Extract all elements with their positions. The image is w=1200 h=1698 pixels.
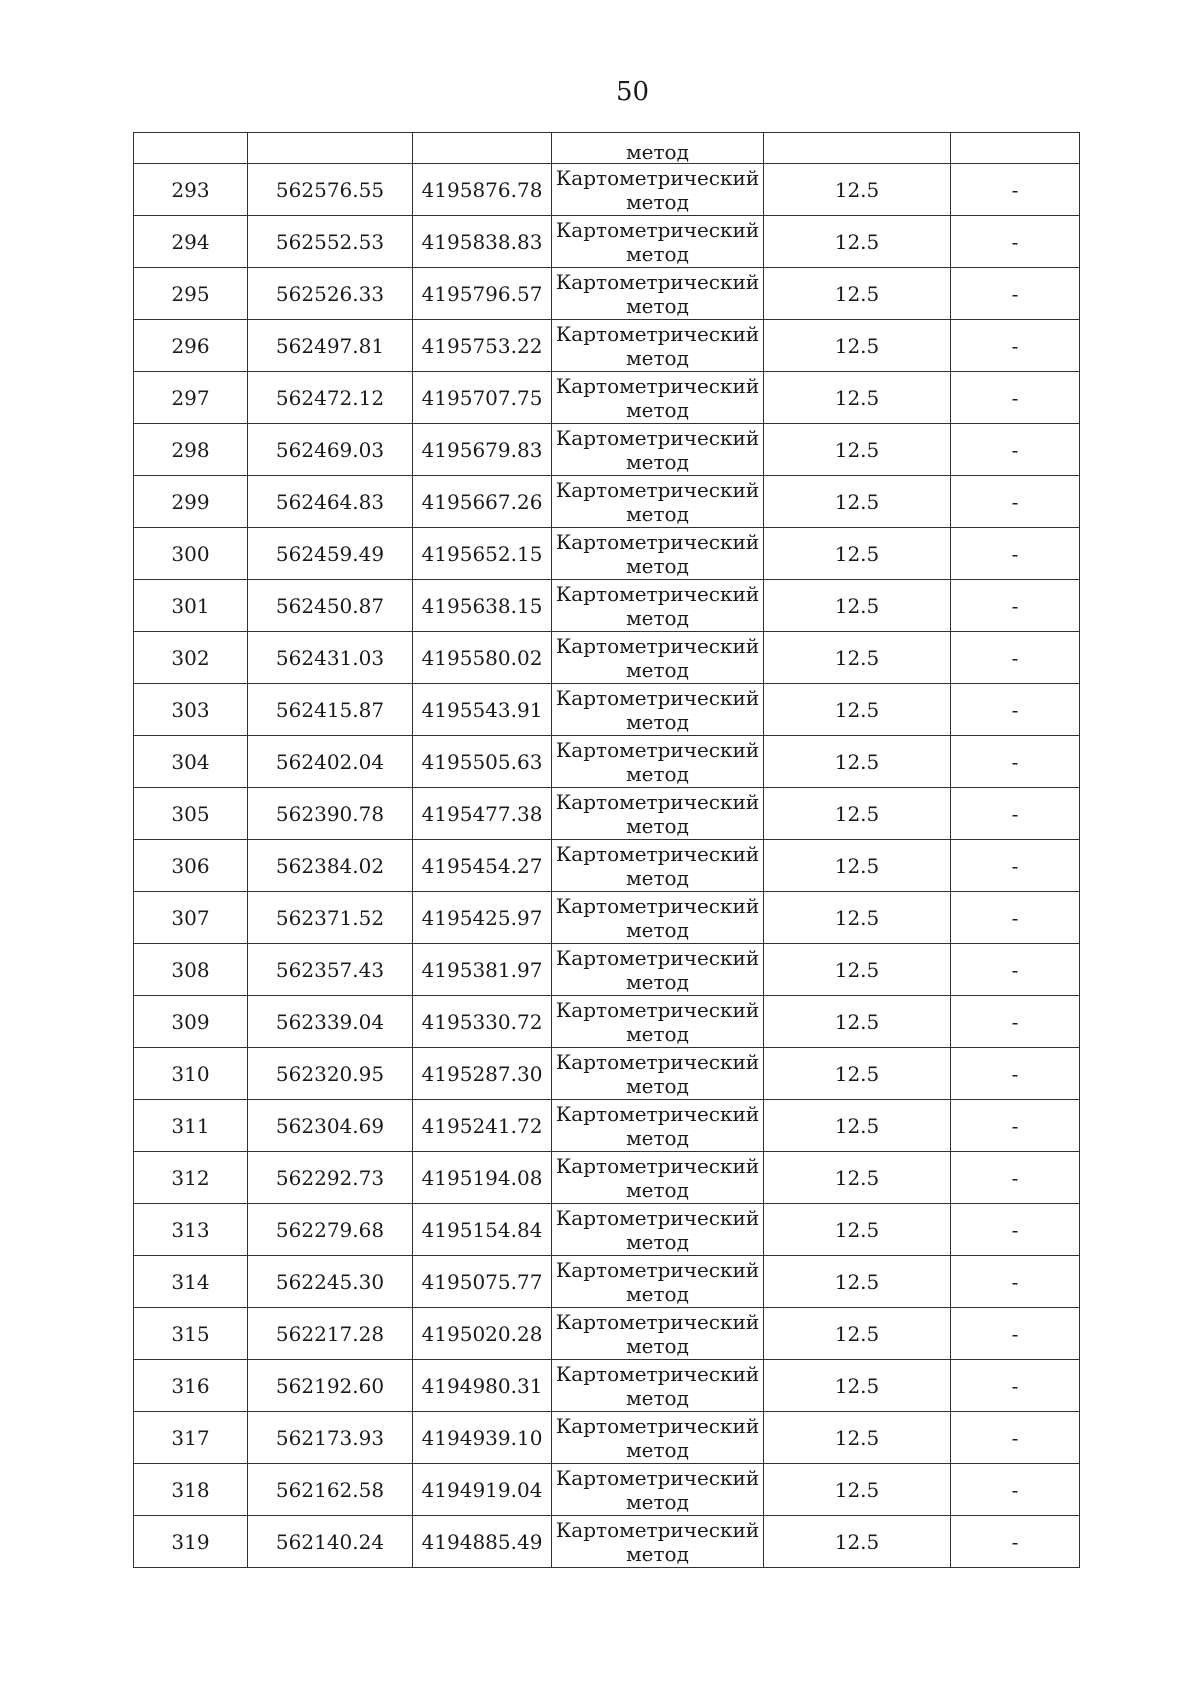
method-line-1: Картометрический — [555, 789, 760, 814]
point-id-cell: 293 — [134, 164, 248, 216]
method-cell — [552, 1360, 764, 1412]
accuracy-cell: 12.5 — [764, 840, 951, 892]
table-row — [134, 892, 1080, 944]
method-line-1: Картометрический — [555, 165, 760, 190]
method-line-1: Картометрический — [555, 1101, 760, 1126]
method-cell — [552, 133, 764, 164]
method-line-1: Картометрический — [555, 685, 760, 710]
accuracy-cell: 12.5 — [764, 1152, 951, 1204]
table-row — [134, 1360, 1080, 1412]
accuracy-cell: 12.5 — [764, 1256, 951, 1308]
x-coordinate-cell: 562552.53 — [248, 216, 413, 268]
y-coordinate-cell: 4194939.10 — [413, 1412, 552, 1464]
note-cell: - — [951, 476, 1080, 528]
y-coordinate-cell: 4195543.91 — [413, 684, 552, 736]
table-row — [134, 996, 1080, 1048]
table-body — [134, 133, 1080, 1568]
x-coordinate-cell: 562217.28 — [248, 1308, 413, 1360]
x-coordinate-cell: 562459.49 — [248, 528, 413, 580]
method-line-2: метод — [626, 969, 689, 994]
y-coordinate-cell: 4195477.38 — [413, 788, 552, 840]
accuracy-cell: 12.5 — [764, 788, 951, 840]
method-line-2: метод — [626, 709, 689, 734]
accuracy-cell: 12.5 — [764, 164, 951, 216]
accuracy-cell: 12.5 — [764, 476, 951, 528]
method-line-1: Картометрический — [555, 529, 760, 554]
table-row — [134, 164, 1080, 216]
x-coordinate-cell: 562192.60 — [248, 1360, 413, 1412]
method-cell — [552, 320, 764, 372]
accuracy-cell: 12.5 — [764, 580, 951, 632]
accuracy-cell: 12.5 — [764, 216, 951, 268]
y-coordinate-cell: 4195638.15 — [413, 580, 552, 632]
note-cell: - — [951, 1256, 1080, 1308]
method-line-1: Картометрический — [555, 945, 760, 970]
point-id-cell: 299 — [134, 476, 248, 528]
y-coordinate-cell: 4195753.22 — [413, 320, 552, 372]
point-id-cell: 313 — [134, 1204, 248, 1256]
method-line-1: Картометрический — [555, 217, 760, 242]
table-row — [134, 944, 1080, 996]
table-row — [134, 840, 1080, 892]
x-coordinate-cell: 562304.69 — [248, 1100, 413, 1152]
accuracy-cell — [764, 133, 951, 164]
method-line-2: метод — [626, 1541, 689, 1566]
x-coordinate-cell: 562402.04 — [248, 736, 413, 788]
accuracy-cell: 12.5 — [764, 1100, 951, 1152]
accuracy-cell: 12.5 — [764, 996, 951, 1048]
y-coordinate-cell: 4195796.57 — [413, 268, 552, 320]
method-line-2: метод — [626, 1281, 689, 1306]
method-line-2: метод — [626, 917, 689, 942]
point-id-cell: 318 — [134, 1464, 248, 1516]
point-id-cell: 319 — [134, 1516, 248, 1568]
method-cell — [552, 528, 764, 580]
method-line-2: метод — [626, 189, 689, 214]
point-id-cell: 312 — [134, 1152, 248, 1204]
accuracy-cell: 12.5 — [764, 372, 951, 424]
table-row — [134, 476, 1080, 528]
method-cell — [552, 632, 764, 684]
accuracy-cell: 12.5 — [764, 684, 951, 736]
point-id-cell: 317 — [134, 1412, 248, 1464]
method-line-2: метод — [626, 293, 689, 318]
method-line-2: метод — [626, 1437, 689, 1462]
x-coordinate-cell: 562162.58 — [248, 1464, 413, 1516]
x-coordinate-cell: 562464.83 — [248, 476, 413, 528]
point-id-cell: 298 — [134, 424, 248, 476]
note-cell: - — [951, 944, 1080, 996]
y-coordinate-cell: 4195241.72 — [413, 1100, 552, 1152]
method-line-2: метод — [626, 501, 689, 526]
y-coordinate-cell: 4195838.83 — [413, 216, 552, 268]
point-id-cell: 296 — [134, 320, 248, 372]
table-row — [134, 1204, 1080, 1256]
note-cell: - — [951, 1048, 1080, 1100]
x-coordinate-cell: 562279.68 — [248, 1204, 413, 1256]
method-line-2: метод — [626, 397, 689, 422]
method-cell — [552, 840, 764, 892]
note-cell: - — [951, 684, 1080, 736]
note-cell: - — [951, 1412, 1080, 1464]
method-line-2: метод — [626, 1073, 689, 1098]
point-id-cell: 303 — [134, 684, 248, 736]
table-row-continuation — [134, 133, 1080, 164]
point-id-cell: 316 — [134, 1360, 248, 1412]
point-id-cell: 304 — [134, 736, 248, 788]
method-line-2: метод — [626, 605, 689, 630]
note-cell: - — [951, 216, 1080, 268]
method-cell — [552, 372, 764, 424]
x-coordinate-cell: 562576.55 — [248, 164, 413, 216]
note-cell: - — [951, 632, 1080, 684]
note-cell: - — [951, 1308, 1080, 1360]
method-cell — [552, 736, 764, 788]
method-line-1: Картометрический — [555, 1309, 760, 1334]
y-coordinate-cell: 4195330.72 — [413, 996, 552, 1048]
note-cell: - — [951, 164, 1080, 216]
method-cell — [552, 1152, 764, 1204]
method-line-2: метод — [626, 761, 689, 786]
method-line-2: метод — [626, 1333, 689, 1358]
coordinates-table — [133, 132, 1080, 1568]
method-line-1: Картометрический — [555, 425, 760, 450]
point-id-cell: 295 — [134, 268, 248, 320]
method-cell — [552, 216, 764, 268]
x-coordinate-cell: 562371.52 — [248, 892, 413, 944]
y-coordinate-cell: 4195652.15 — [413, 528, 552, 580]
table-row — [134, 1100, 1080, 1152]
point-id-cell: 310 — [134, 1048, 248, 1100]
method-cell — [552, 1204, 764, 1256]
method-cell — [552, 424, 764, 476]
y-coordinate-cell: 4195154.84 — [413, 1204, 552, 1256]
x-coordinate-cell: 562357.43 — [248, 944, 413, 996]
y-coordinate-cell: 4195667.26 — [413, 476, 552, 528]
point-id-cell: 305 — [134, 788, 248, 840]
method-cell — [552, 1100, 764, 1152]
table-row — [134, 684, 1080, 736]
accuracy-cell: 12.5 — [764, 1516, 951, 1568]
accuracy-cell: 12.5 — [764, 1048, 951, 1100]
x-coordinate-cell: 562245.30 — [248, 1256, 413, 1308]
method-line-1: Картометрический — [555, 737, 760, 762]
x-coordinate-cell: 562415.87 — [248, 684, 413, 736]
table-row — [134, 1464, 1080, 1516]
point-id-cell: 309 — [134, 996, 248, 1048]
point-id-cell: 311 — [134, 1100, 248, 1152]
y-coordinate-cell: 4195580.02 — [413, 632, 552, 684]
method-line-1: Картометрический — [555, 581, 760, 606]
note-cell: - — [951, 1464, 1080, 1516]
method-cell — [552, 1464, 764, 1516]
table-row — [134, 1516, 1080, 1568]
x-coordinate-cell: 562469.03 — [248, 424, 413, 476]
point-id-cell: 308 — [134, 944, 248, 996]
accuracy-cell: 12.5 — [764, 736, 951, 788]
x-coordinate-cell: 562390.78 — [248, 788, 413, 840]
note-cell — [951, 133, 1080, 164]
note-cell: - — [951, 840, 1080, 892]
note-cell: - — [951, 1516, 1080, 1568]
point-id-cell: 300 — [134, 528, 248, 580]
x-coordinate-cell: 562339.04 — [248, 996, 413, 1048]
point-id-cell: 306 — [134, 840, 248, 892]
x-coordinate-cell: 562173.93 — [248, 1412, 413, 1464]
note-cell: - — [951, 1152, 1080, 1204]
method-cell — [552, 164, 764, 216]
note-cell: - — [951, 372, 1080, 424]
x-coordinate-cell: 562526.33 — [248, 268, 413, 320]
x-coordinate-cell: 562472.12 — [248, 372, 413, 424]
table-row — [134, 1256, 1080, 1308]
accuracy-cell: 12.5 — [764, 268, 951, 320]
y-coordinate-cell: 4195425.97 — [413, 892, 552, 944]
method-line-2: метод — [626, 140, 689, 164]
method-line-1: Картометрический — [555, 841, 760, 866]
note-cell: - — [951, 892, 1080, 944]
method-cell — [552, 892, 764, 944]
y-coordinate-cell: 4195707.75 — [413, 372, 552, 424]
method-line-2: метод — [626, 241, 689, 266]
accuracy-cell: 12.5 — [764, 892, 951, 944]
y-coordinate-cell: 4195287.30 — [413, 1048, 552, 1100]
method-cell — [552, 268, 764, 320]
method-line-2: метод — [626, 1125, 689, 1150]
method-cell — [552, 476, 764, 528]
point-id-cell: 314 — [134, 1256, 248, 1308]
y-coordinate-cell: 4195020.28 — [413, 1308, 552, 1360]
y-coordinate-cell: 4194919.04 — [413, 1464, 552, 1516]
y-coordinate-cell: 4195679.83 — [413, 424, 552, 476]
note-cell: - — [951, 580, 1080, 632]
method-cell — [552, 1308, 764, 1360]
table-row — [134, 528, 1080, 580]
method-line-1: Картометрический — [555, 1257, 760, 1282]
accuracy-cell: 12.5 — [764, 528, 951, 580]
method-line-2: метод — [626, 657, 689, 682]
x-coordinate-cell: 562450.87 — [248, 580, 413, 632]
x-coordinate-cell: 562320.95 — [248, 1048, 413, 1100]
table-row — [134, 268, 1080, 320]
method-line-2: метод — [626, 1229, 689, 1254]
x-coordinate-cell: 562497.81 — [248, 320, 413, 372]
table-row — [134, 372, 1080, 424]
accuracy-cell: 12.5 — [764, 1412, 951, 1464]
method-line-1: Картометрический — [555, 1153, 760, 1178]
table-row — [134, 424, 1080, 476]
method-line-1: Картометрический — [555, 1517, 760, 1542]
point-id-cell: 297 — [134, 372, 248, 424]
note-cell: - — [951, 1360, 1080, 1412]
table-row — [134, 216, 1080, 268]
table-row — [134, 788, 1080, 840]
point-id-cell: 301 — [134, 580, 248, 632]
y-coordinate-cell: 4195505.63 — [413, 736, 552, 788]
table-row — [134, 1048, 1080, 1100]
x-coordinate-cell: 562384.02 — [248, 840, 413, 892]
note-cell: - — [951, 320, 1080, 372]
method-line-1: Картометрический — [555, 997, 760, 1022]
table-row — [134, 1308, 1080, 1360]
point-id-cell: 294 — [134, 216, 248, 268]
y-coordinate-cell: 4194885.49 — [413, 1516, 552, 1568]
method-line-2: метод — [626, 1021, 689, 1046]
method-cell — [552, 1256, 764, 1308]
method-line-1: Картометрический — [555, 893, 760, 918]
y-coordinate-cell: 4195194.08 — [413, 1152, 552, 1204]
accuracy-cell: 12.5 — [764, 1360, 951, 1412]
method-cell — [552, 1412, 764, 1464]
note-cell: - — [951, 424, 1080, 476]
method-cell — [552, 684, 764, 736]
method-line-1: Картометрический — [555, 1361, 760, 1386]
method-line-1: Картометрический — [555, 321, 760, 346]
method-line-2: метод — [626, 865, 689, 890]
point-id-cell — [134, 133, 248, 164]
method-line-1: Картометрический — [555, 477, 760, 502]
method-line-1: Картометрический — [555, 1413, 760, 1438]
x-coordinate-cell: 562292.73 — [248, 1152, 413, 1204]
method-line-1: Картометрический — [555, 633, 760, 658]
method-line-2: метод — [626, 813, 689, 838]
note-cell: - — [951, 1204, 1080, 1256]
method-line-2: метод — [626, 1385, 689, 1410]
y-coordinate-cell: 4194980.31 — [413, 1360, 552, 1412]
note-cell: - — [951, 788, 1080, 840]
method-line-2: метод — [626, 553, 689, 578]
table-row — [134, 736, 1080, 788]
method-line-1: Картометрический — [555, 269, 760, 294]
method-line-1: Картометрический — [555, 1049, 760, 1074]
method-line-1: Картометрический — [555, 1205, 760, 1230]
table-row — [134, 632, 1080, 684]
note-cell: - — [951, 996, 1080, 1048]
note-cell: - — [951, 736, 1080, 788]
table-row — [134, 320, 1080, 372]
method-cell — [552, 996, 764, 1048]
method-line-2: метод — [626, 1489, 689, 1514]
y-coordinate-cell: 4195876.78 — [413, 164, 552, 216]
page-number: 50 — [615, 77, 650, 107]
accuracy-cell: 12.5 — [764, 1464, 951, 1516]
method-line-2: метод — [626, 449, 689, 474]
method-cell — [552, 1048, 764, 1100]
y-coordinate-cell: 4195075.77 — [413, 1256, 552, 1308]
x-coordinate-cell: 562140.24 — [248, 1516, 413, 1568]
x-coordinate-cell: 562431.03 — [248, 632, 413, 684]
table-row — [134, 1412, 1080, 1464]
method-cell — [552, 580, 764, 632]
method-line-2: метод — [626, 345, 689, 370]
y-coordinate-cell — [413, 133, 552, 164]
accuracy-cell: 12.5 — [764, 1308, 951, 1360]
table-row — [134, 580, 1080, 632]
note-cell: - — [951, 268, 1080, 320]
note-cell: - — [951, 1100, 1080, 1152]
method-line-1: Картометрический — [555, 373, 760, 398]
point-id-cell: 315 — [134, 1308, 248, 1360]
accuracy-cell: 12.5 — [764, 1204, 951, 1256]
method-line-2: метод — [626, 1177, 689, 1202]
method-cell — [552, 1516, 764, 1568]
method-cell — [552, 788, 764, 840]
y-coordinate-cell: 4195454.27 — [413, 840, 552, 892]
accuracy-cell: 12.5 — [764, 320, 951, 372]
point-id-cell: 307 — [134, 892, 248, 944]
note-cell: - — [951, 528, 1080, 580]
accuracy-cell: 12.5 — [764, 424, 951, 476]
point-id-cell: 302 — [134, 632, 248, 684]
x-coordinate-cell — [248, 133, 413, 164]
accuracy-cell: 12.5 — [764, 632, 951, 684]
y-coordinate-cell: 4195381.97 — [413, 944, 552, 996]
accuracy-cell: 12.5 — [764, 944, 951, 996]
table-row — [134, 1152, 1080, 1204]
method-cell — [552, 944, 764, 996]
method-line-1: Картометрический — [555, 1465, 760, 1490]
